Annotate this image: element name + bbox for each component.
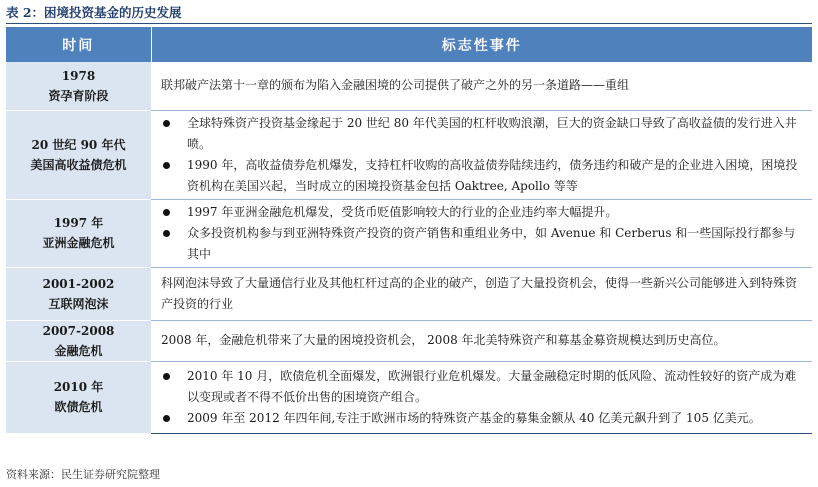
time-label: 亚洲金融危机 (42, 236, 115, 250)
time-label: 美国高收益债危机 (30, 157, 127, 172)
event-bullet-item (161, 223, 802, 265)
event-text: 2010 年 10 月，欧债危机全面爆发，欧洲银行业危机爆发。大量金融稳定时期的低风险、流动性较好的资产成为难以变现或者不得不低价出售的困境资产组合。 (187, 368, 797, 404)
time-cell (6, 62, 151, 110)
event-text: 科网泡沫导致了大量通信行业及其他杠杆过高的企业的破产，创造了大量投资机会，使得一些新兴公司能够进入到特殊资产投资的行业 (161, 275, 798, 311)
event-text: 1990 年，高收益债券危机爆发，支持杠杆收购的高收益债券陆续违约，债务违约和破产是的企业进入困境，困境投资机构在美国兴起，当时成立的困境投资基金包括 Oaktree, Apollo 等等 (187, 157, 798, 193)
table-row (6, 320, 812, 361)
table-row (6, 62, 812, 110)
event-cell (151, 62, 812, 110)
event-cell (151, 110, 812, 199)
time-cell (6, 320, 151, 361)
event-cell (151, 199, 812, 267)
event-cell (151, 320, 812, 361)
history-table (6, 27, 812, 434)
table-row (6, 199, 812, 267)
time-period: 20 世纪 90 年代 (31, 137, 126, 152)
time-label: 互联网泡沫 (48, 296, 109, 311)
source-note: 资料来源：民生证券研究院整理 (6, 468, 160, 481)
table-title: 表 2：困境投资基金的历史发展 (6, 5, 182, 20)
event-bullet-item (161, 202, 802, 223)
time-cell (6, 361, 151, 433)
header-row (6, 27, 812, 62)
table-row (6, 267, 812, 320)
event-bullet-item (161, 113, 802, 155)
table-body (6, 62, 812, 433)
time-period: 1997 年 (53, 216, 104, 230)
time-label: 资孕育阶段 (48, 88, 109, 103)
title-rule (6, 23, 812, 24)
event-text: 众多投资机构参与到亚洲特殊资产投资的资产销售和重组业务中，如 Avenue 和 Cerberus 和一些国际投行都参与其中 (187, 225, 796, 261)
bullet-icon (163, 373, 170, 380)
event-text: 2008 年，金融危机带来了大量的困境投资机会， 2008 年北美特殊资产和募基金募资规模达到历史高位。 (161, 333, 726, 347)
event-cell (151, 361, 812, 433)
event-text: 2009 年至 2012 年四年间,专注于欧洲市场的特殊资产基金的募集金额从 40 亿美元飙升到了 105 亿美元。 (187, 410, 761, 425)
time-period: 2010 年 (53, 380, 104, 394)
time-period: 2001-2002 (42, 276, 115, 291)
event-text: 全球特殊资产投资基金缘起于 20 世纪 80 年代美国的杠杆收购浪潮，巨大的资金缺口导致了高收益债的发行进入井喷。 (187, 115, 797, 151)
time-cell (6, 267, 151, 320)
event-cell (151, 267, 812, 320)
time-cell (6, 110, 151, 199)
bullet-icon (163, 209, 170, 216)
bullet-icon (163, 230, 170, 237)
event-bullet-item (161, 408, 802, 429)
time-label: 欧债危机 (54, 400, 103, 414)
table-row (6, 110, 812, 199)
event-text: 1997 年亚洲金融危机爆发，受货币贬值影响较大的行业的企业违约率大幅提升。 (187, 204, 618, 219)
bullet-icon (163, 415, 170, 422)
time-period: 1978 (61, 68, 96, 83)
time-cell (6, 199, 151, 267)
time-period: 2007-2008 (42, 323, 115, 338)
event-bullet-item (161, 366, 802, 408)
bullet-icon (163, 120, 170, 127)
time-label: 金融危机 (54, 343, 103, 358)
header-event: 标志性事件 (151, 27, 812, 62)
table-row (6, 361, 812, 433)
event-bullet-item (161, 155, 802, 197)
header-time: 时间 (6, 27, 151, 62)
event-text: 联邦破产法第十一章的颁布为陷入金融困境的公司提供了破产之外的另一条道路——重组 (161, 78, 630, 93)
bullet-icon (163, 162, 170, 169)
